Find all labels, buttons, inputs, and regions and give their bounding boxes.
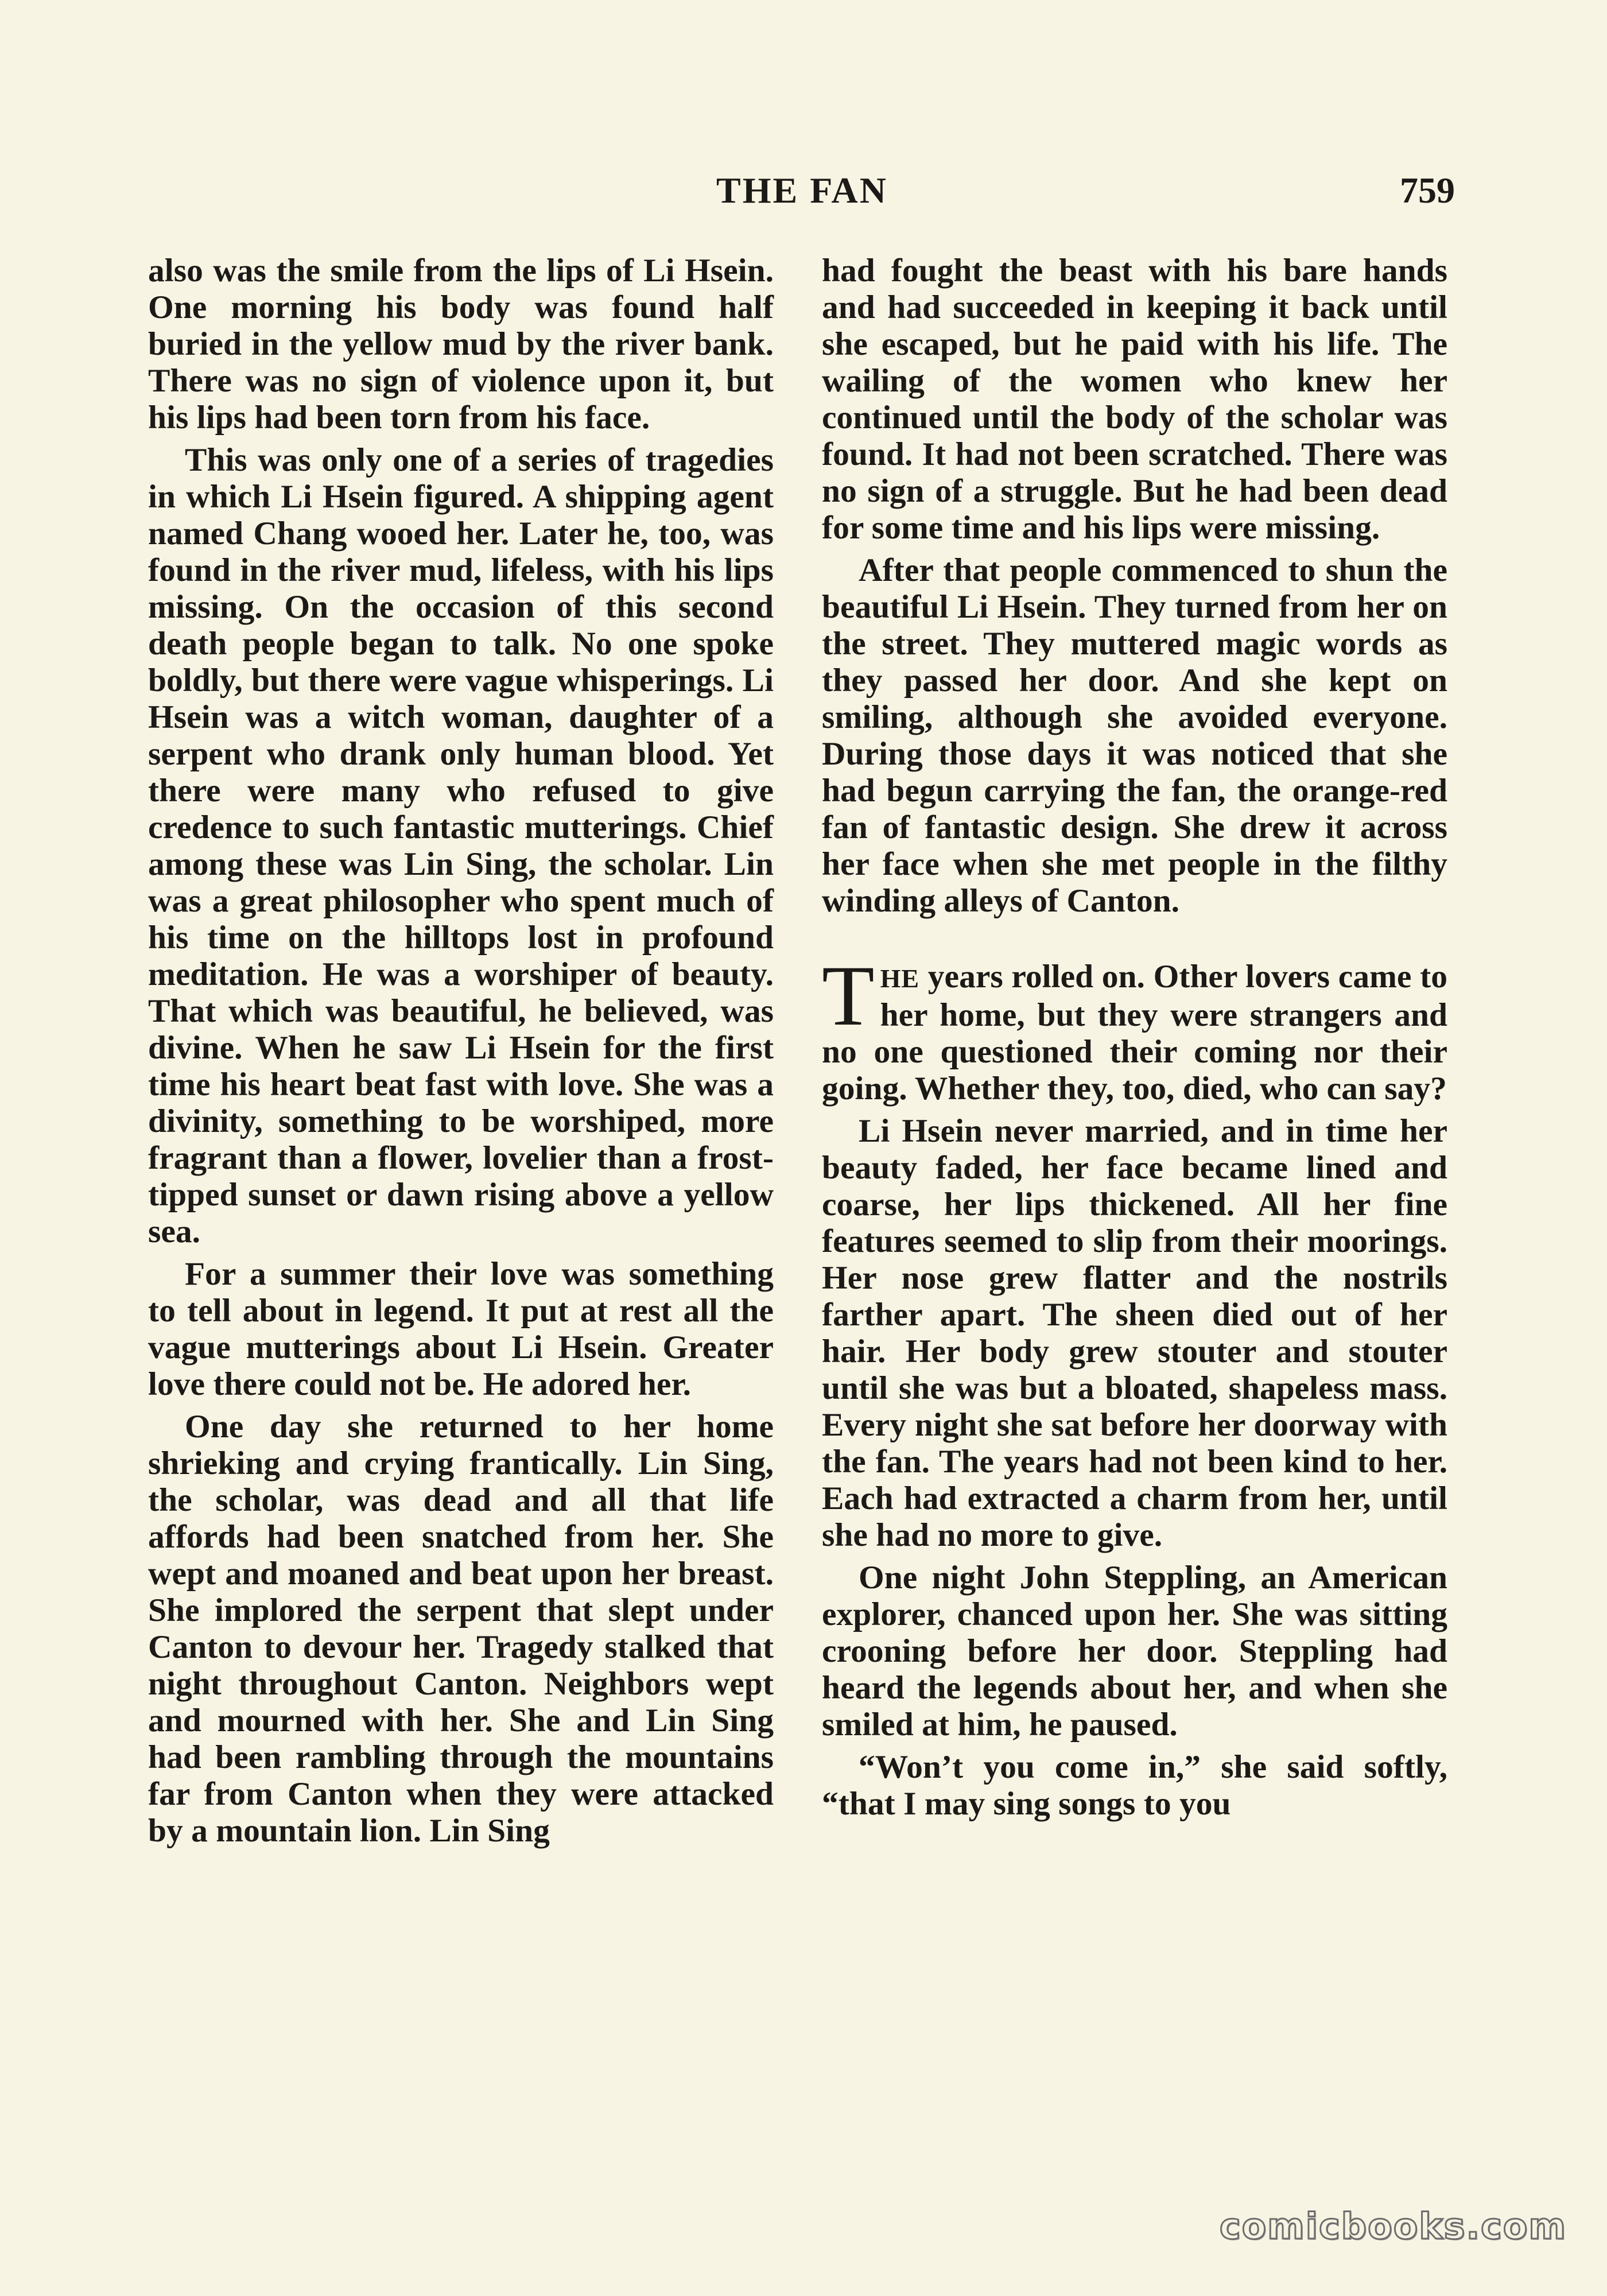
paragraph: For a summer their love was something to tell about in legend. It put at rest all the vague mutterings about Li Hsein. Greater love there could not be. He adored her.	[148, 1256, 774, 1402]
paragraph: After that people commenced to shun the beautiful Li Hsein. They turned from her on the street. They muttered magic words as they passed her door. And she kept on smiling, although she avoided everyone. During those days it was noticed that she had begun carrying the fan, the orange-red fan of fantastic design. She drew it across her face when she met people in the filthy winding alleys of Canton.	[822, 552, 1447, 919]
running-title: THE FAN	[716, 170, 888, 211]
dropcap-paragraph	[822, 948, 1447, 1107]
paragraph: had fought the beast with his bare hands and had succeeded in keeping it back until she escaped, but he paid with his life. The wailing of the women who knew her continued until the body of the scholar was found. It had not been scratched. There was no sign of a struggle. But he had been dead for some time and his lips were missing.	[822, 253, 1447, 546]
running-head	[149, 169, 1455, 221]
paragraph: One night John Steppling, an American explorer, chanced upon her. She was sitting crooning before her door. Steppling had heard the legends about her, and when she smiled at him, he paused.	[822, 1560, 1447, 1743]
paragraph: Li Hsein never married, and in time her beauty faded, her face became lined and coarse, her lips thickened. All her fine features seemed to slip from their moorings. Her nose grew flatter and the nostrils farther apart. The sheen died out of her hair. Her body grew stouter and stouter until she was but a bloated, shapeless mass. Every night she sat before her doorway with the fan. The years had not been kind to her. Each had extracted a charm from her, until she had no more to give.	[822, 1113, 1447, 1553]
paragraph: “Won’t you come in,” she said softly, “that I may sing songs to you	[822, 1749, 1447, 1822]
drop-cap: T	[822, 948, 875, 1044]
paragraph: also was the smile from the lips of Li Hsein. One morning his body was found half buried in the yellow mud by the river bank. There was no sign of violence upon it, but his lips had been torn from his face.	[148, 253, 774, 436]
left-column	[148, 253, 774, 1855]
site-watermark: comicbooks.com	[1219, 2205, 1567, 2247]
small-caps-text: HE	[880, 964, 920, 993]
paragraph: One day she returned to her home shrieking and crying frantically. Lin Sing, the scholar, was dead and all that life affords had been snatched from her. She wept and moaned and beat upon her breast. She implored the serpent that slept under Canton to devour her. Tragedy stalked that night throughout Canton. Neighbors wept and mourned with her. She and Lin Sing had been rambling through the mountains far from Canton when they were attacked by a mountain lion. Lin Sing	[148, 1409, 774, 1849]
page-number: 759	[1400, 170, 1455, 211]
section-break	[822, 925, 1447, 959]
paragraph-text: years rolled on. Other lovers came to her home, but they were strangers and no one questioned their coming nor their going. Whether they, too, died, who can say?	[822, 959, 1447, 1107]
paragraph: This was only one of a series of tragedies in which Li Hsein figured. A shipping agent named Chang wooed her. Later he, too, was found in the river mud, lifeless, with his lips missing. On the occasion of this second death people began to talk. No one spoke boldly, but there were vague whisperings. Li Hsein was a witch woman, daughter of a serpent who drank only human blood. Yet there were many who refused to give credence to such fantastic mutterings. Chief among these was Lin Sing, the scholar. Lin was a great philosopher who spent much of his time on the hilltops lost in profound meditation. He was a worshiper of beauty. That which was beautiful, he believed, was divine. When he saw Li Hsein for the first time his heart beat fast with love. She was a divinity, something to be worshiped, more fragrant than a flower, lovelier than a frost-tipped sunset or dawn rising above a yellow sea.	[148, 442, 774, 1250]
right-column	[822, 253, 1447, 1828]
